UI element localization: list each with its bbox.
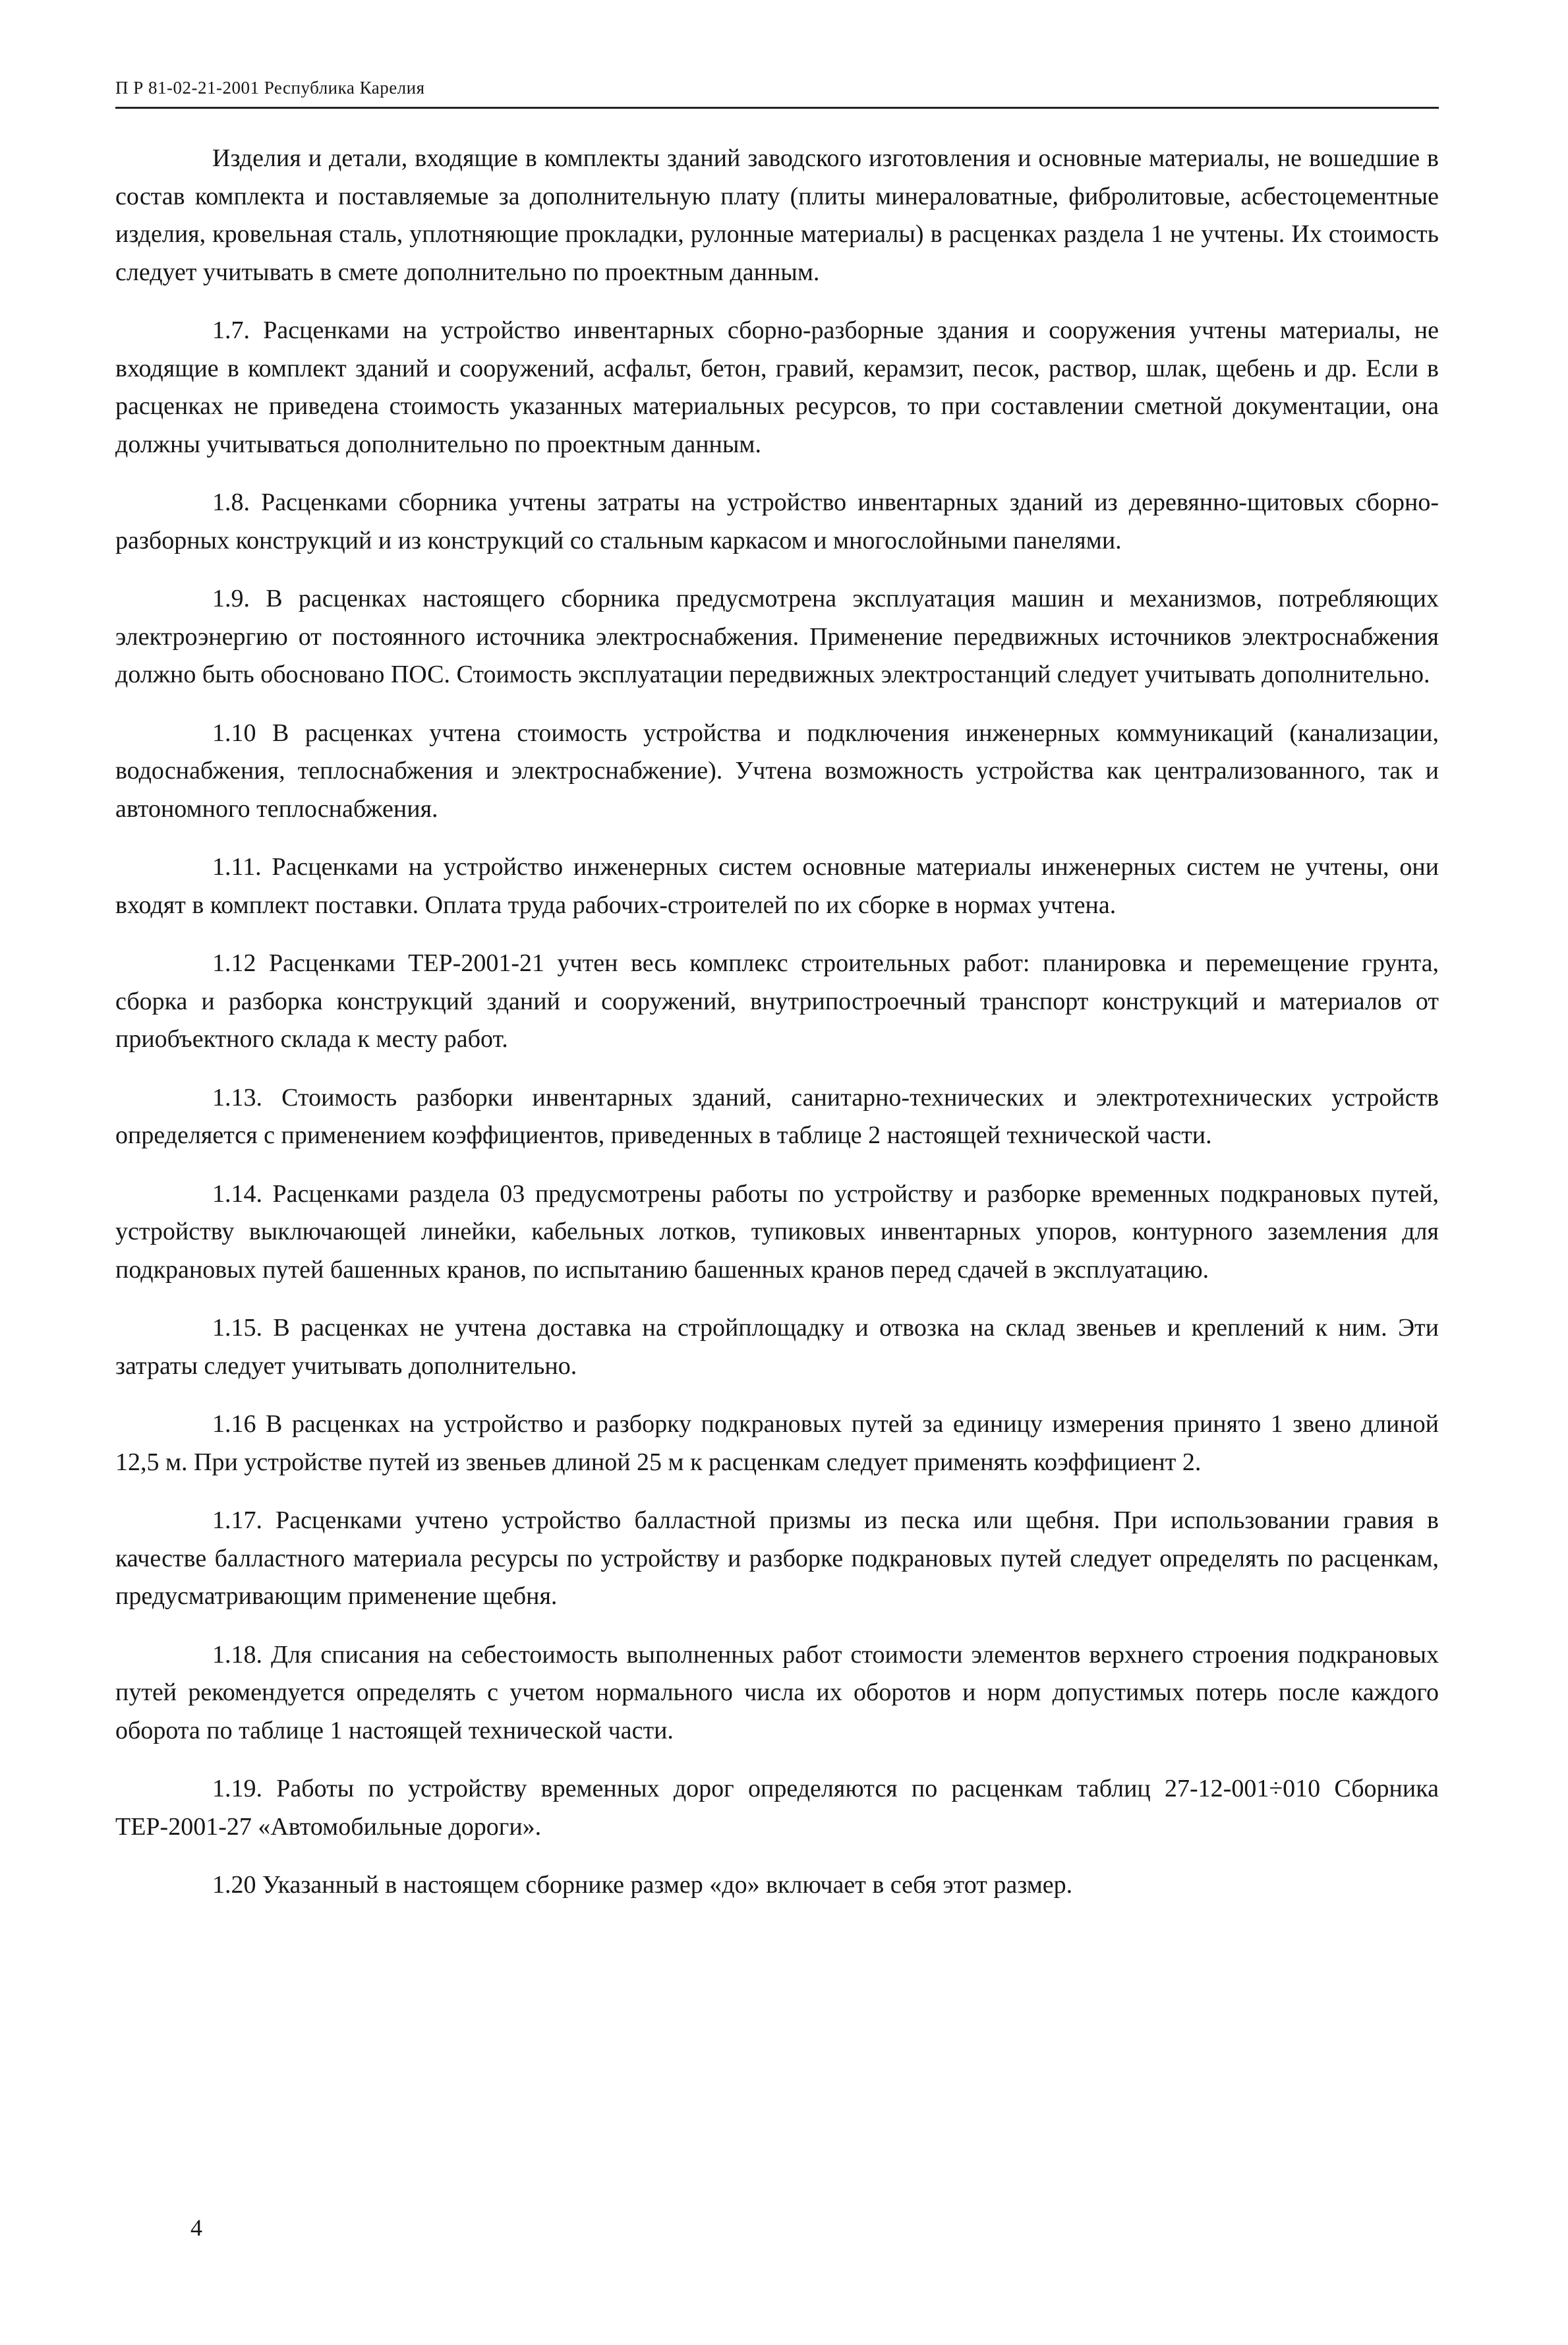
- paragraph-1-18: 1.18. Для списания на себестоимость выполненных работ стоимости элементов верхнего строения подкрановых путей рекомендуется определять с учетом нормального числа их оборотов и норм допустимых потерь после каждого оборота по таблице 1 настоящей технической части.: [115, 1640, 1439, 1744]
- paragraph-1-14: 1.14. Расценками раздела 03 предусмотрены работы по устройству и разборке временных подкрановых путей, устройству выключающей линейки, кабельных лотков, тупиковых инвентарных упоров, контурного заземления для подкрановых путей башенных кранов, по испытанию башенных кранов перед сдачей в эксплуатацию.: [115, 1179, 1439, 1284]
- paragraph-1-20: 1.20 Указанный в настоящем сборнике размер «до» включает в себя этот размер.: [212, 1871, 1073, 1899]
- page-number: 4: [190, 2214, 202, 2241]
- paragraph-1-13: 1.13. Стоимость разборки инвентарных зданий, санитарно-технических и электротехнических устройств определяется с применением коэффициентов, приведенных в таблице 2 настоящей технической части.: [115, 1083, 1439, 1149]
- paragraph-1-11: 1.11. Расценками на устройство инженерных систем основные материалы инженерных систем не учтены, они входят в комплект поставки. Оплата труда рабочих-строителей по их сборке в нормах учтена.: [115, 853, 1439, 919]
- header-divider: [115, 107, 1439, 109]
- running-header: П Р 81-02-21-2001 Республика Карелия: [115, 78, 425, 98]
- paragraph-1-16: 1.16 В расценках на устройство и разборку подкрановых путей за единицу измерения принято 1 звено длиной 12,5 м. При устройстве путей из звеньев длиной 25 м к расценкам следует применять коэффициент 2.: [115, 1410, 1439, 1476]
- paragraph-1-12: 1.12 Расценками ТЕР-2001-21 учтен весь комплекс строительных работ: планировка и перемещение грунта, сборка и разборка конструкций зданий и сооружений, внутрипостроечный транспорт конструкций и материалов от приобъектного склада к месту работ.: [115, 949, 1439, 1053]
- paragraph-1-15: 1.15. В расценках не учтена доставка на стройплощадку и отвозка на склад звеньев и креплений к ним. Эти затраты следует учитывать дополнительно.: [115, 1314, 1439, 1380]
- paragraph-intro: Изделия и детали, входящие в комплекты зданий заводского изготовления и основные материалы, не вошедшие в состав комплекта и поставляемые за дополнительную плату (плиты минераловатные, фибролитовые, асбестоцементные изделия, кровельная сталь, уплотняющие прокладки, рулонные материалы) в расценках раздела 1 не учтены. Их стоимость следует учитывать в смете дополнительно по проектным данным.: [115, 144, 1439, 286]
- paragraph-1-19: 1.19. Работы по устройству временных дорог определяются по расценкам таблиц 27-12-001÷010 Сборника ТЕР-2001-27 «Автомобильные дороги».: [115, 1775, 1439, 1841]
- paragraph-1-8: 1.8. Расценками сборника учтены затраты на устройство инвентарных зданий из деревянно-щитовых сборно-разборных конструкций и из конструкций со стальным каркасом и многослойными панелями.: [115, 489, 1439, 554]
- paragraph-1-7: 1.7. Расценками на устройство инвентарных сборно-разборные здания и сооружения учтены материалы, не входящие в комплект зданий и сооружений, асфальт, бетон, гравий, керамзит, песок, раствор, шлак, щебень и др. Если в расценках не приведена стоимость указанных материальных ресурсов, то при составлении сметной документации, она должны учитываться дополнительно по проектным данным.: [115, 316, 1439, 458]
- paragraph-1-10: 1.10 В расценках учтена стоимость устройства и подключения инженерных коммуникаций (канализации, водоснабжения, теплоснабжения и электроснабжение). Учтена возможность устройства как централизованного, так и автономного теплоснабжения.: [115, 719, 1439, 823]
- document-body: [115, 140, 1439, 1925]
- paragraph-1-9: 1.9. В расценках настоящего сборника предусмотрена эксплуатация машин и механизмов, потребляющих электроэнергию от постоянного источника электроснабжения. Применение передвижных источников электроснабжения должно быть обосновано ПОС. Стоимость эксплуатации передвижных электростанций следует учитывать дополнительно.: [115, 585, 1439, 688]
- paragraph-1-17: 1.17. Расценками учтено устройство балластной призмы из песка или щебня. При использовании гравия в качестве балластного материала ресурсы по устройству и разборке подкрановых путей следует определять по расценкам, предусматривающим применение щебня.: [115, 1506, 1439, 1610]
